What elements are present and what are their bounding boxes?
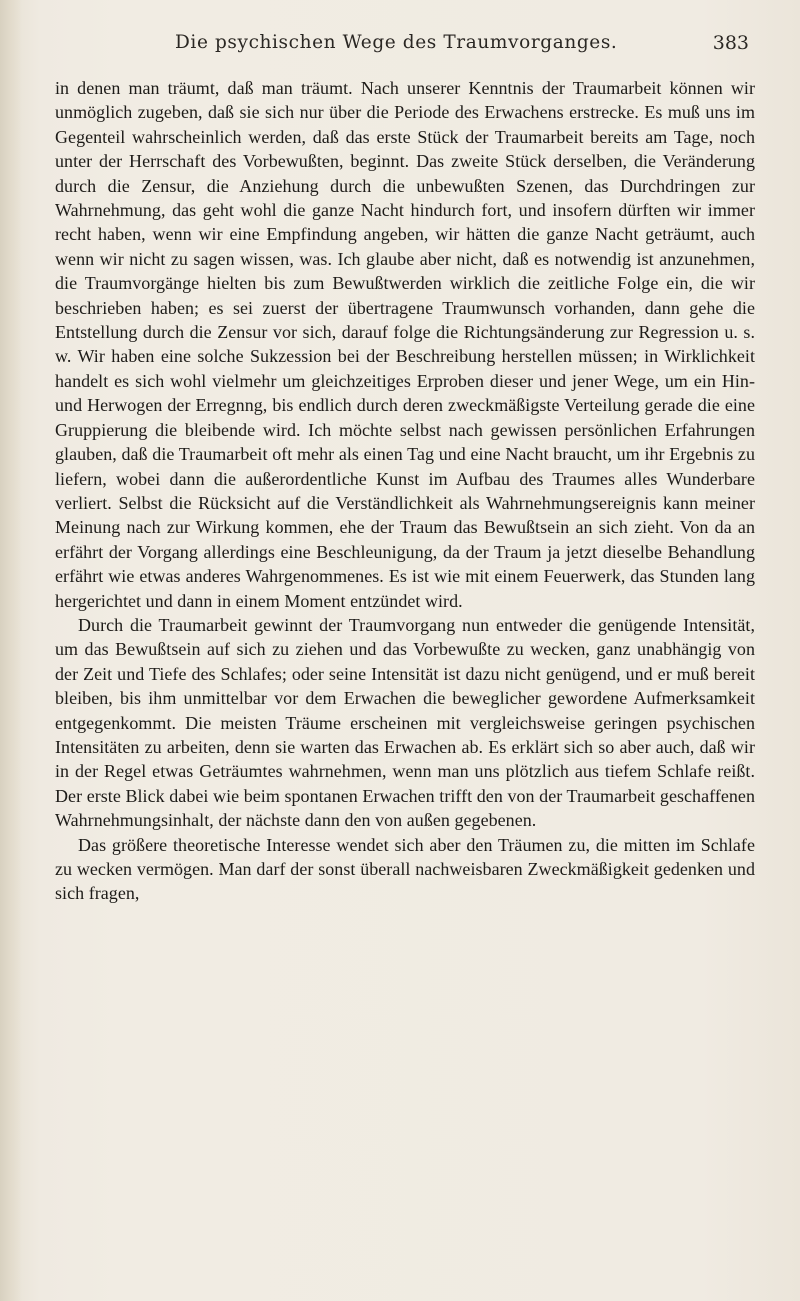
page-number: 383 [712, 32, 749, 54]
body-text [55, 76, 755, 1291]
paragraph-theoretisches-interesse: Das größere theoretische Interesse wendet sich aber den Träumen zu, die mitten im Schlafe zu wecken vermögen. Man darf der sonst überall nachweisbaren Zweckmäßigkeit gedenken und sich fragen, [55, 834, 755, 904]
running-title: Die psychischen Wege des Traumvorganges. [175, 32, 618, 53]
page-gutter-shadow [0, 0, 22, 1301]
paragraph-traumarbeit: Durch die Traumarbeit gewinnt der Traumvorgang nun entweder die genügende Intensität, um das Bewußtsein auf sich zu ziehen und das Vorbewußte zu wecken, ganz unabhängig von der Zeit und Tiefe des Schlafes; oder seine Intensität ist dazu nicht genügend, und er muß bereit bleiben, bis ihm unmittelbar vor dem Erwachen die beweglicher gewordene Aufmerksamkeit entgegenkommt. Die meisten Träume erscheinen mit vergleichsweise geringen psychischen Intensitäten zu arbeiten, denn sie warten das Erwachen ab. Es erklärt sich so aber auch, daß wir in der Regel etwas Geträumtes wahrnehmen, wenn man uns plötzlich aus tiefem Schlafe reißt. Der erste Blick dabei wie beim spontanen Erwachen trifft den von der Traumarbeit geschaffenen Wahrnehmungsinhalt, der nächste dann den von außen gegebenen. [55, 614, 755, 831]
paragraph-continued: in denen man träumt, daß man träumt. Nach unserer Kenntnis der Traumarbeit können wir unmöglich zugeben, daß sie sich nur über die Periode des Erwachens erstrecke. Es muß uns im Gegenteil wahrscheinlich werden, daß das erste Stück der Traumarbeit bereits am Tage, noch unter der Herrschaft des Vorbewußten, beginnt. Das zweite Stück derselben, die Veränderung durch die Zensur, die Anziehung durch die unbewußten Szenen, das Durchdringen zur Wahrnehmung, das geht wohl die ganze Nacht hindurch fort, und insofern dürften wir immer recht haben, wenn wir eine Empfindung angeben, wir hätten die ganze Nacht geträumt, auch wenn wir nicht zu sagen wissen, was. Ich glaube aber nicht, daß es notwendig ist anzunehmen, die Traumvorgänge hielten bis zum Bewußtwerden wirklich die zeitliche Folge ein, die wir beschrieben haben; es sei zuerst der übertragene Traumwunsch vorhanden, dann gehe die Entstellung durch die Zensur vor sich, darauf folge die Richtungsänderung zur Regression u. s. w. Wir haben eine solche Sukzession bei der Beschreibung herstellen müssen; in Wirklichkeit handelt es sich wohl vielmehr um gleichzeitiges Erproben dieser und jener Wege, um ein Hin- und Herwogen der Erregnng, bis endlich durch deren zweckmäßigste Verteilung gerade die eine Gruppierung die bleibende wird. Ich möchte selbst nach gewissen persönlichen Erfahrungen glauben, daß die Traumarbeit oft mehr als einen Tag und eine Nacht braucht, um ihr Ergebnis zu liefern, wobei dann die außerordentliche Kunst im Aufbau des Traumes alles Wunderbare verliert. Selbst die Rücksicht auf die Verständlichkeit als Wahrnehmungsereignis kann meiner Meinung nach zur Wirkung kommen, ehe der Traum das Bewußtsein an sich zieht. Von da an erfährt der Vorgang allerdings eine Beschleunigung, da der Traum ja jetzt dieselbe Behandlung erfährt wie etwas anderes Wahrgenommenes. Es ist wie mit einem Feuerwerk, das Stunden lang hergerichtet und dann in einem Moment entzündet wird. [55, 78, 755, 611]
page-header [55, 32, 755, 60]
